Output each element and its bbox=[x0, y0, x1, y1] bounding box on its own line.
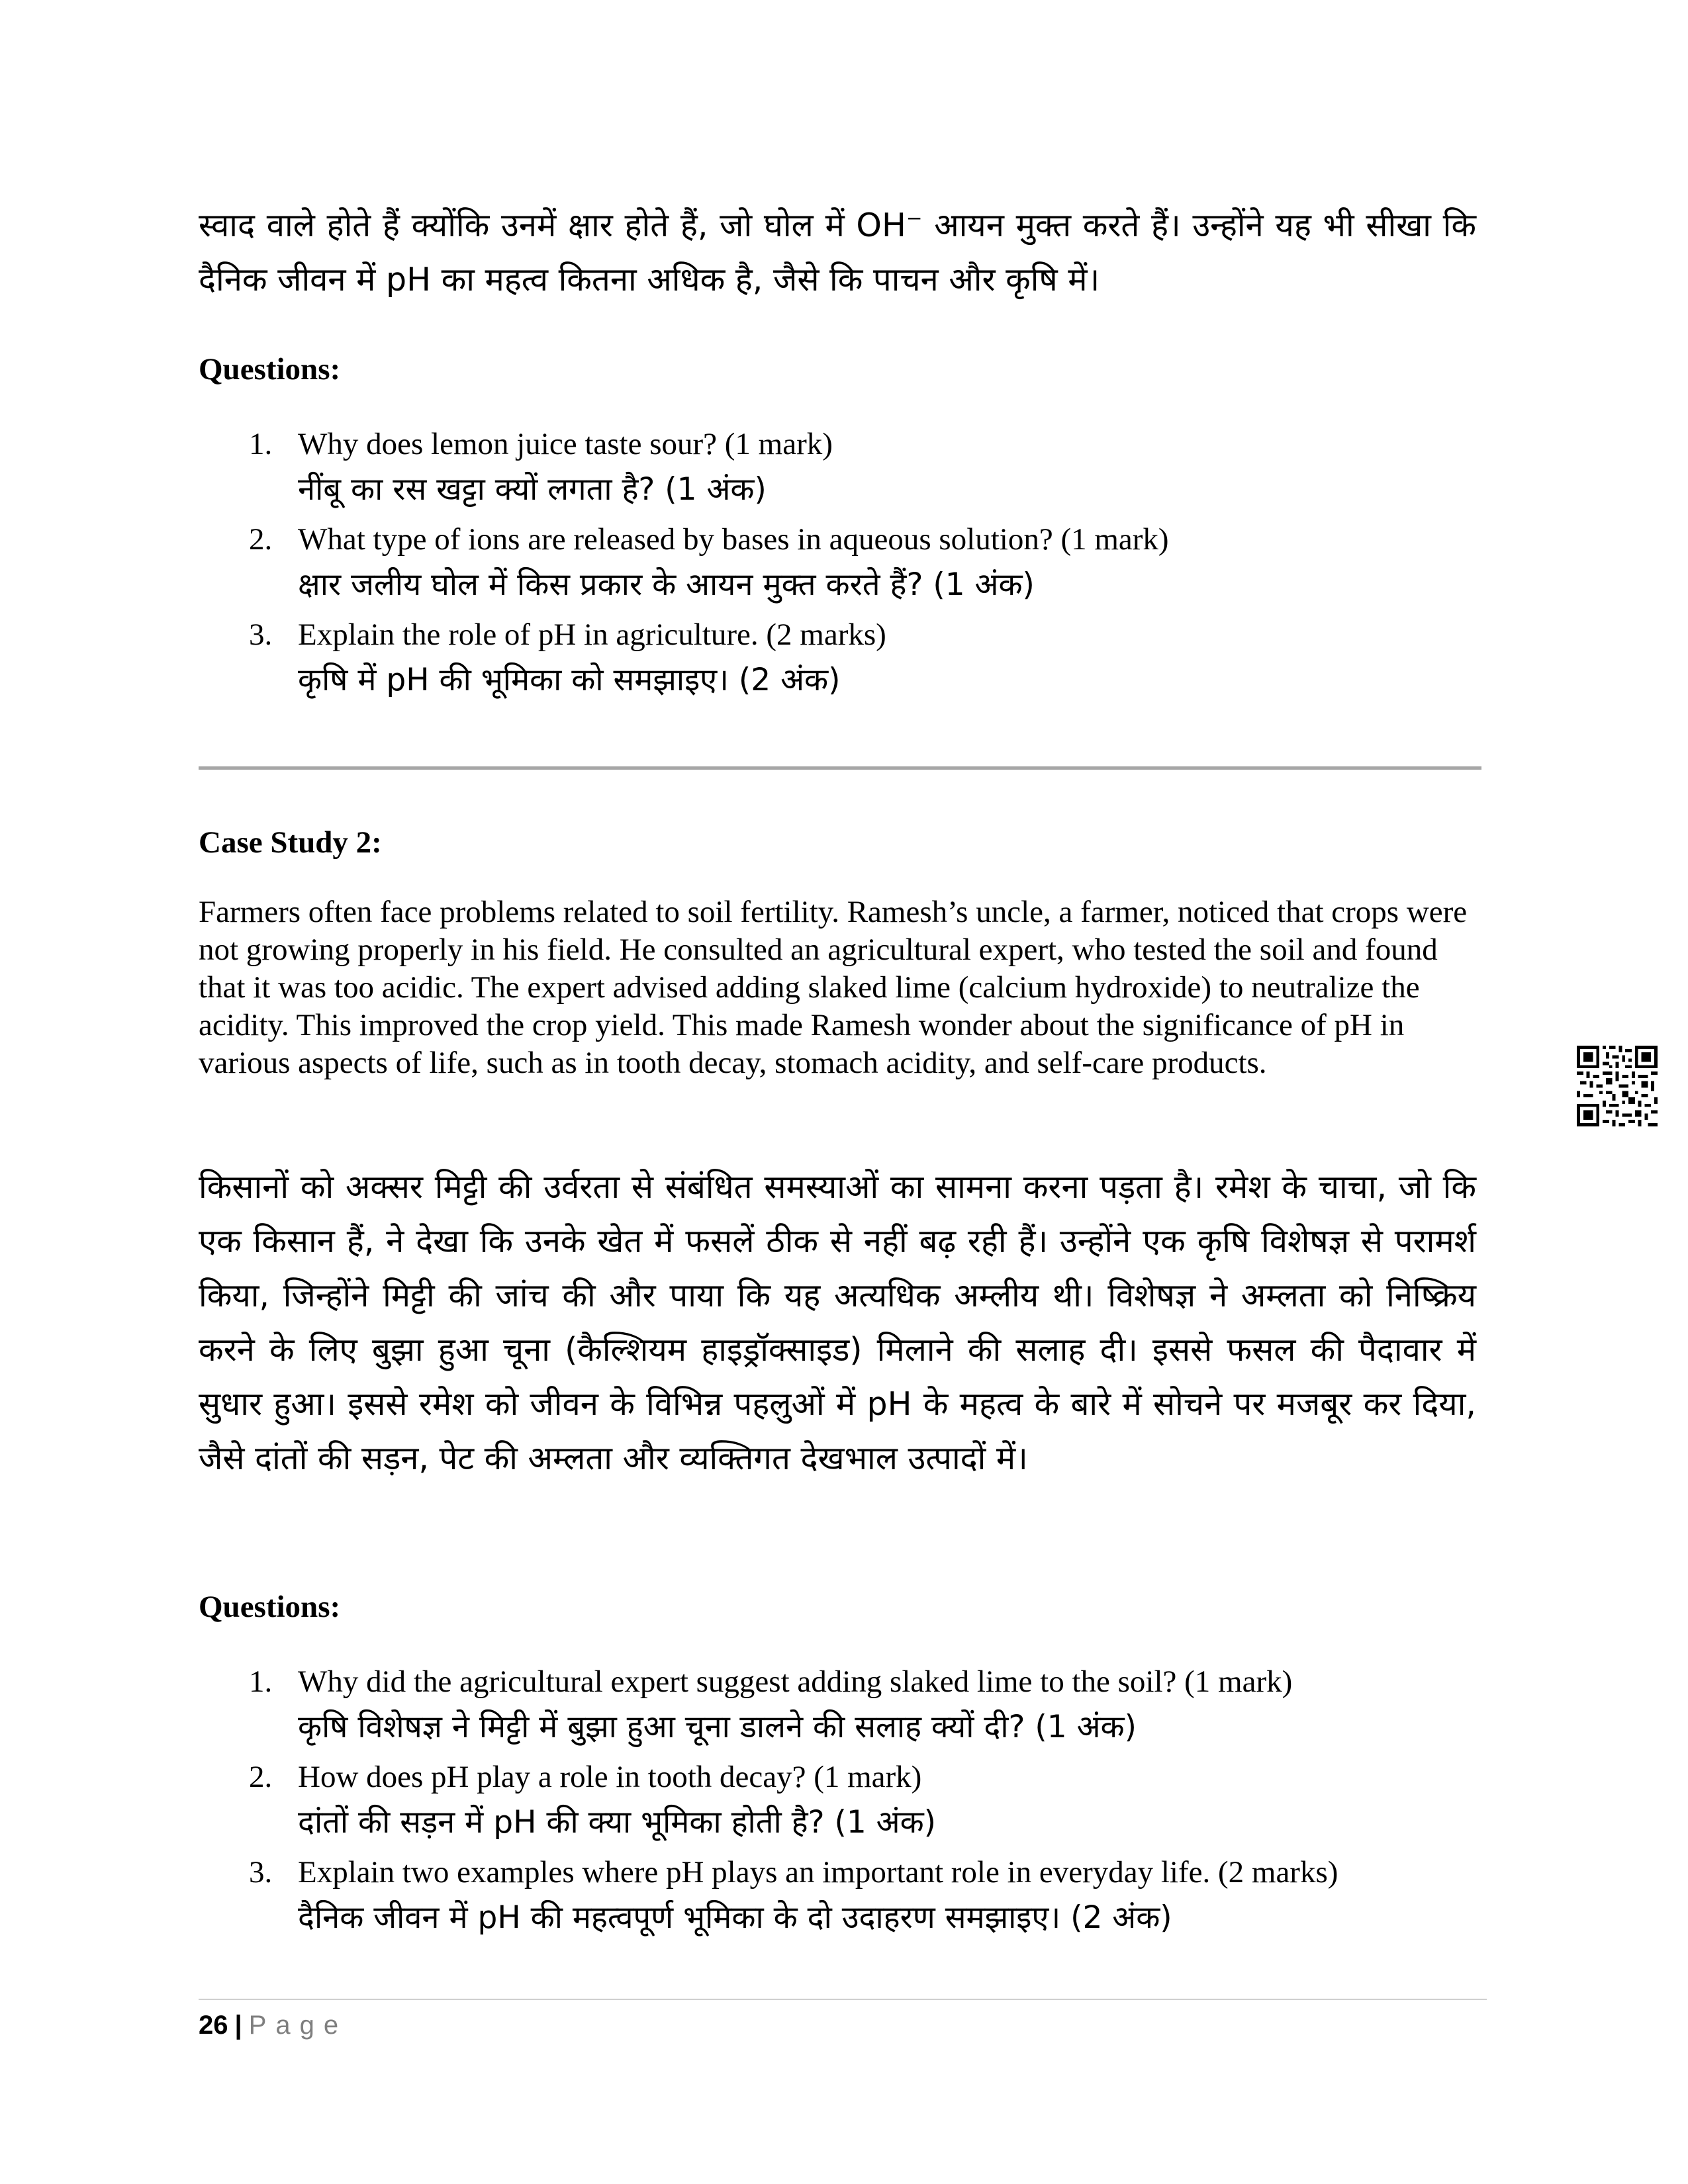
questions-heading-2: Questions: bbox=[199, 1590, 341, 1624]
question-number: 3. bbox=[249, 1855, 273, 1889]
intro-text-part-1: स्वाद वाले होते हैं क्योंकि उनमें क्षार होते हैं, जो घोल में OH bbox=[199, 206, 906, 244]
question-number: 3. bbox=[249, 617, 273, 652]
question-number: 1. bbox=[249, 1664, 273, 1699]
question-hindi: दांतों की सड़न में pH की क्या भूमिका होती है? (1 अंक) bbox=[298, 1804, 936, 1841]
question-item bbox=[249, 1661, 1507, 1752]
question-hindi: दैनिक जीवन में pH की महत्वपूर्ण भूमिका के दो उदाहरण समझाइए। (2 अंक) bbox=[298, 1899, 1172, 1936]
page-label: Page bbox=[248, 2011, 348, 2040]
question-item bbox=[249, 424, 1507, 515]
question-english: Explain two examples where pH plays an important role in everyday life. (2 marks) bbox=[298, 1855, 1338, 1889]
page-footer bbox=[199, 2009, 348, 2042]
case-study-2-paragraph-english: Farmers often face problems related to soil fertility. Ramesh’s uncle, a farmer, noticed that crops were not growing properly in his field. He consulted an agricultural expert, who tested the soil and found that it was too acidic. The expert advised adding slaked lime (calcium hydroxide) to neutralize the acidity. This improved the crop yield. This made Ramesh wonder about the significance of pH in various aspects of life, such as in tooth decay, stomach acidity, and self-care products. bbox=[199, 895, 1468, 1080]
question-english: How does pH play a role in tooth decay? (1 mark) bbox=[298, 1760, 922, 1794]
question-list-1 bbox=[249, 424, 1507, 709]
qr-code-icon bbox=[1577, 1046, 1658, 1126]
question-number: 1. bbox=[249, 427, 273, 461]
question-english: What type of ions are released by bases in aqueous solution? (1 mark) bbox=[298, 522, 1169, 557]
case-study-2-heading: Case Study 2: bbox=[199, 825, 382, 860]
question-hindi: कृषि विशेषज्ञ ने मिट्टी में बुझा हुआ चूना डालने की सलाह क्यों दी? (1 अंक) bbox=[298, 1709, 1137, 1745]
question-english: Why did the agricultural expert suggest adding slaked lime to the soil? (1 mark) bbox=[298, 1664, 1293, 1699]
section-divider bbox=[199, 766, 1481, 770]
question-number: 2. bbox=[249, 522, 273, 557]
intro-paragraph-hindi bbox=[199, 199, 1476, 307]
question-english: Explain the role of pH in agriculture. (2 marks) bbox=[298, 617, 886, 652]
intro-text-part-2: आयन मुक्त करते हैं। उन्होंने यह भी सीखा कि दैनिक जीवन में pH का महत्व कितना अधिक है, जैसे कि पाचन और कृषि में। bbox=[199, 206, 1476, 298]
question-hindi: कृषि में pH की भूमिका को समझाइए। (2 अंक) bbox=[298, 662, 841, 698]
question-hindi: नींबू का रस खट्टा क्यों लगता है? (1 अंक) bbox=[298, 471, 767, 508]
question-item bbox=[249, 1756, 1507, 1848]
case-study-2-paragraph-hindi: किसानों को अक्सर मिट्टी की उर्वरता से संबंधित समस्याओं का सामना करना पड़ता है। रमेश के चाचा, जो कि एक किसान हैं, ने देखा कि उनके खेत में फसलें ठीक से नहीं बढ़ रही हैं। उन्होंने एक कृषि विशेषज्ञ से परामर्श किया, जिन्होंने मिट्टी की जांच की और पाया कि यह अत्यधिक अम्लीय थी। विशेषज्ञ ने अम्लता को निष्क्रिय करने के लिए बुझा हुआ चूना (कैल्शियम हाइड्रॉक्साइड) मिलाने की सलाह दी। इससे फसल की पैदावार में सुधार हुआ। इससे रमेश को जीवन के विभिन्न पहलुओं में pH के महत्व के बारे में सोचने पर मजबूर कर दिया, जैसे दांतों की सड़न, पेट की अम्लता और व्यक्तिगत देखभाल उत्पादों में। bbox=[199, 1168, 1476, 1477]
page-number: 26 bbox=[199, 2011, 228, 2040]
question-hindi: क्षार जलीय घोल में किस प्रकार के आयन मुक्त करते हैं? (1 अंक) bbox=[298, 567, 1035, 603]
questions-heading-1: Questions: bbox=[199, 352, 341, 387]
question-item bbox=[249, 1852, 1507, 1943]
question-item bbox=[249, 519, 1507, 610]
question-item bbox=[249, 614, 1507, 705]
question-list-2 bbox=[249, 1661, 1507, 1947]
page-separator: | bbox=[234, 2011, 242, 2040]
footer-divider bbox=[199, 1999, 1487, 2000]
question-english: Why does lemon juice taste sour? (1 mark) bbox=[298, 427, 833, 461]
superscript-minus: − bbox=[906, 206, 923, 230]
question-number: 2. bbox=[249, 1760, 273, 1794]
